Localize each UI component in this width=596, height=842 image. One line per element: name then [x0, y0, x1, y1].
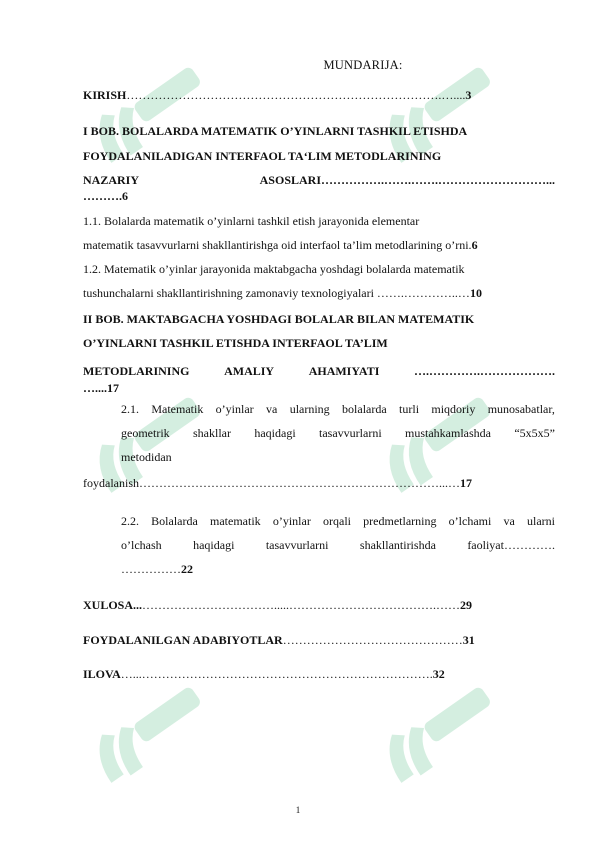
toc-word: AMALIY [224, 364, 275, 378]
toc-section-2-2-line3[interactable] [121, 562, 555, 577]
toc-page: 10 [469, 286, 482, 300]
toc-word: shakllantirishda [359, 538, 436, 552]
toc-leader: …...………………………………………………………………. [120, 667, 433, 681]
toc-entry-kirish[interactable] [83, 88, 555, 103]
toc-section-1-1-line1[interactable]: 1.1. Bolalarda matematik o’yinlarni tashkil etish jarayonida elementar [83, 214, 420, 228]
toc-chapter-1-line2[interactable]: FOYDALANILADIGAN INTERFAOL TA‘LIM METODLARINING [83, 149, 442, 163]
toc-page: 17 [460, 476, 472, 490]
toc-entry-xulosa[interactable] [83, 598, 555, 613]
toc-leader: …………… [121, 562, 181, 576]
toc-leader: ….………….………………. [413, 364, 555, 378]
toc-chapter-1-line3[interactable] [83, 173, 555, 188]
toc-word: munosabatlar, [487, 402, 555, 416]
toc-section-1-2-line1[interactable]: 1.2. Matematik o’yinlar jarayonida maktabgacha yoshdagi bolalarda matematik [83, 262, 465, 276]
toc-leader: …………………………….....……………………………….…… [142, 598, 461, 612]
toc-label: KIRISH [83, 88, 127, 102]
toc-word: ularning [289, 402, 330, 416]
toc-word: matematik [210, 514, 261, 528]
toc-word: haqidagi [193, 538, 235, 552]
toc-section-2-2-line2[interactable] [121, 538, 555, 553]
toc-chapter-1-line4[interactable] [83, 189, 555, 204]
toc-label: ILOVA [83, 667, 121, 681]
toc-word: AHAMIYATI [308, 364, 380, 378]
toc-word: ularni [526, 514, 555, 528]
toc-label: XULOSA... [83, 598, 143, 612]
toc-page: 6 [471, 238, 478, 252]
toc-section-2-1-line4[interactable] [83, 476, 555, 491]
toc-word: bolalarda [342, 402, 387, 416]
toc-page: 32 [432, 667, 445, 681]
toc-page: 17 [107, 381, 119, 395]
toc-page: 6 [122, 189, 128, 203]
toc-word: METODLARINING [83, 364, 190, 378]
toc-word: “5x5x5” [514, 426, 555, 440]
toc-entry-adabiyotlar[interactable] [83, 633, 555, 648]
toc-word: NAZARIY [83, 173, 140, 187]
toc-word: o’yinlar [272, 514, 311, 528]
toc-word: haqidagi [254, 426, 296, 440]
toc-leader: ……………………………………… [282, 633, 463, 647]
toc-section-1-1-line2[interactable] [83, 238, 555, 253]
toc-section-2-1-line3[interactable]: metodidan [121, 450, 172, 464]
toc-page: 22 [181, 562, 193, 576]
toc-label: FOYDALANILGAN ADABIYOTLAR [83, 633, 283, 647]
toc-leader: ………. [83, 189, 122, 203]
toc-word: Matematik [151, 402, 204, 416]
watermark-logo-icon [360, 660, 510, 810]
toc-word: o’yinlar [215, 402, 254, 416]
toc-word: tasavvurlarni [265, 538, 329, 552]
watermark-logo-icon [70, 660, 220, 810]
toc-page: 3 [465, 88, 472, 102]
toc-word: o’lchami [448, 514, 492, 528]
toc-word: orqali [323, 514, 351, 528]
toc-word: va [503, 514, 515, 528]
toc-text: tushunchalarni shakllantirishning zamonaviy texnologiyalari …….…………..… [83, 286, 470, 300]
toc-word: Bolalarda [151, 514, 198, 528]
page-number: 1 [295, 805, 301, 815]
toc-section-1-2-line2[interactable] [83, 286, 555, 301]
toc-section-2-1-line2[interactable] [121, 426, 555, 441]
toc-word: turli [399, 402, 420, 416]
toc-chapter-2-line2[interactable]: O’YINLARNI TASHKIL ETISHDA INTERFAOL TA’LIM [83, 336, 388, 350]
toc-chapter-2-line1[interactable]: II BOB. MAKTABGACHA YOSHDAGI BOLALAR BILAN MATEMATIK [83, 312, 475, 326]
toc-leader: …………………………………………………………………….….... [126, 88, 466, 102]
toc-chapter-1-line1[interactable]: I BOB. BOLALARDA MATEMATIK O’YINLARNI TASHKIL ETISHDA [83, 124, 468, 138]
toc-word: faoliyat…………. [467, 538, 555, 552]
toc-word: tasavvurlarni [319, 426, 382, 440]
toc-leader: ….... [83, 381, 107, 395]
toc-page: 29 [460, 598, 473, 612]
toc-text: foydalanish…………………………………………………………………...… [83, 476, 460, 490]
toc-entry-ilova[interactable] [83, 667, 555, 682]
toc-word: predmetlarning [363, 514, 437, 528]
toc-section-2-2-line1[interactable] [121, 514, 555, 529]
toc-word: 2.2. [121, 514, 139, 528]
toc-page: 31 [462, 633, 475, 647]
toc-chapter-2-line4[interactable] [83, 381, 555, 396]
toc-word: geometrik [121, 426, 170, 440]
toc-word: o’lchash [121, 538, 162, 552]
toc-word: miqdoriy [431, 402, 476, 416]
toc-word: ASOSLARI…………….…….…….………………………... [259, 173, 555, 187]
toc-word: mustahkamlashda [405, 426, 491, 440]
toc-section-2-1-line1[interactable] [121, 402, 555, 417]
toc-word: shakllar [193, 426, 231, 440]
toc-title: MUNDARIJA: [323, 58, 403, 72]
toc-word: va [266, 402, 278, 416]
toc-text: matematik tasavvurlarni shakllantirishga oid interfaol ta’lim metodlarining o’rni. [83, 238, 472, 252]
toc-chapter-2-line3[interactable] [83, 364, 555, 379]
toc-word: 2.1. [121, 402, 139, 416]
